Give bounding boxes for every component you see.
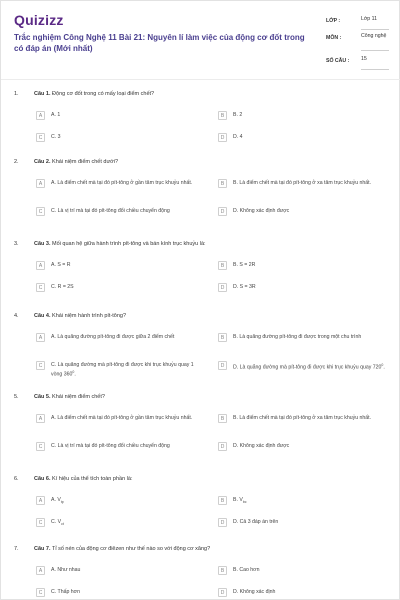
option-subscript: tp bbox=[60, 500, 64, 505]
option-letter-box: D bbox=[218, 442, 227, 451]
option-text-main: A. Là quãng đường pít-tông đi được giữa 2 điểm chết bbox=[51, 334, 175, 340]
option-text bbox=[233, 333, 361, 341]
question-body: Khái niệm điểm chết? bbox=[52, 394, 105, 400]
option-text bbox=[51, 133, 61, 141]
answer-option-c[interactable] bbox=[36, 133, 206, 142]
option-text-main: A. Là điểm chết mà tại đó pít-tông ở gần tâm trục khuỷu nhất. bbox=[51, 415, 193, 421]
option-letter-box: C bbox=[36, 361, 45, 370]
option-text bbox=[233, 496, 247, 506]
question-text bbox=[34, 313, 374, 319]
option-text-main: D. Không xác định được bbox=[233, 443, 290, 449]
option-letter-box: A bbox=[36, 111, 45, 120]
option-text bbox=[233, 588, 275, 596]
option-text-main: D. Là quãng đường mà pít-tông đi được khi trục khuỷu quay 720 bbox=[233, 364, 382, 371]
option-text-main: B. Là quãng đường pít-tông đi được trong một chu trình bbox=[233, 334, 362, 340]
class-label: LỚP : bbox=[326, 18, 341, 24]
option-letter-box: A bbox=[36, 261, 45, 270]
question-number: 5. bbox=[14, 394, 19, 400]
option-text-main: A. V bbox=[51, 497, 61, 503]
answer-option-b[interactable] bbox=[218, 566, 390, 575]
question-label: Câu 4. bbox=[34, 313, 51, 319]
option-text bbox=[233, 566, 259, 574]
answer-option-a[interactable] bbox=[36, 179, 206, 188]
option-text-main: C. Là quãng đường mà pít-tông đi được khi trục khuỷu quay 1 vòng 360 bbox=[51, 362, 194, 378]
answer-option-d[interactable] bbox=[218, 133, 390, 142]
question-text bbox=[34, 91, 374, 97]
option-text bbox=[51, 566, 80, 574]
option-letter-box: D bbox=[218, 283, 227, 292]
option-letter-box: C bbox=[36, 588, 45, 597]
answer-option-a[interactable] bbox=[36, 333, 206, 342]
option-text bbox=[51, 518, 64, 528]
option-text bbox=[51, 179, 192, 187]
question-text bbox=[34, 241, 374, 247]
option-text-main: B. 2 bbox=[233, 112, 243, 118]
question-body: Kí hiệu của thể tích toàn phần là: bbox=[52, 476, 133, 482]
question-body: Mối quan hệ giữa hành trình pít-tông và bán kính trục khuỷu là: bbox=[52, 241, 206, 247]
option-text bbox=[51, 333, 174, 341]
option-text bbox=[233, 442, 289, 450]
option-text-tail: . bbox=[383, 364, 385, 371]
option-text-main: B. S = 2R bbox=[233, 262, 256, 268]
option-subscript: ct bbox=[61, 522, 64, 527]
answer-option-a[interactable] bbox=[36, 496, 206, 506]
answer-option-d[interactable] bbox=[218, 518, 390, 527]
answer-option-d[interactable] bbox=[218, 207, 390, 216]
option-text bbox=[51, 283, 74, 291]
option-text-main: B. Là điểm chết mà tại đó pít-tông ở xa tâm trục khuỷu nhất. bbox=[233, 415, 372, 421]
option-text bbox=[51, 261, 70, 269]
option-text bbox=[51, 207, 170, 215]
option-letter-box: D bbox=[218, 518, 227, 527]
option-text-main: C. Là vị trí mà tại đó pít-tông đổi chiều chuyển động bbox=[51, 443, 170, 449]
option-text-main: C. V bbox=[51, 519, 62, 525]
option-letter-box: C bbox=[36, 283, 45, 292]
option-letter-box: A bbox=[36, 179, 45, 188]
option-superscript: 0 bbox=[381, 363, 384, 367]
option-letter-box: C bbox=[36, 133, 45, 142]
header-divider bbox=[1, 79, 400, 80]
option-text-main: B. V bbox=[233, 497, 243, 503]
option-superscript: 0 bbox=[72, 370, 75, 374]
option-text bbox=[233, 283, 256, 291]
answer-option-b[interactable] bbox=[218, 179, 390, 188]
option-text-main: C. 3 bbox=[51, 134, 61, 140]
question-label: Câu 1. bbox=[34, 91, 51, 97]
answer-option-a[interactable] bbox=[36, 111, 206, 120]
option-text-main: D. Cả 3 đáp án trên bbox=[233, 519, 279, 525]
page-title: Trắc nghiệm Công Nghệ 11 Bài 21: Nguyên lí làm việc của động cơ đốt trong có đáp án (Mới nhất) bbox=[14, 33, 305, 53]
question-number: 1. bbox=[14, 91, 19, 97]
question-text bbox=[34, 159, 374, 165]
question-text bbox=[34, 394, 374, 400]
question-number: 3. bbox=[14, 241, 19, 247]
option-letter-box: B bbox=[218, 496, 227, 505]
option-text-main: C. R = 2S bbox=[51, 284, 74, 290]
answer-option-a[interactable] bbox=[36, 414, 206, 423]
subject-value: Công nghệ bbox=[361, 33, 389, 51]
option-letter-box: A bbox=[36, 566, 45, 575]
answer-option-a[interactable] bbox=[36, 261, 206, 270]
answer-option-c[interactable] bbox=[36, 588, 206, 597]
option-text-main: A. Như nhau bbox=[51, 567, 81, 573]
option-letter-box: A bbox=[36, 414, 45, 423]
question-label: Câu 5. bbox=[34, 394, 51, 400]
answer-option-b[interactable] bbox=[218, 496, 390, 506]
option-text bbox=[51, 496, 64, 506]
question-label: Câu 3. bbox=[34, 241, 51, 247]
option-text-main: B. Là điểm chết mà tại đó pít-tông ở xa tâm trục khuỷu nhất. bbox=[233, 180, 372, 186]
option-letter-box: C bbox=[36, 518, 45, 527]
option-text bbox=[233, 133, 243, 141]
option-text bbox=[233, 179, 371, 187]
option-text-main: A. Là điểm chết mà tại đó pít-tông ở gần tâm trục khuỷu nhất. bbox=[51, 180, 193, 186]
option-letter-box: B bbox=[218, 111, 227, 120]
option-subscript: bc bbox=[242, 500, 247, 505]
answer-option-c[interactable] bbox=[36, 361, 206, 379]
answer-option-c[interactable] bbox=[36, 518, 206, 528]
option-text-tail: . bbox=[74, 371, 76, 378]
question-body: Khái niệm điểm chết dưới? bbox=[52, 159, 119, 165]
answer-option-c[interactable] bbox=[36, 283, 206, 292]
question-label: Câu 7. bbox=[34, 546, 51, 552]
option-text bbox=[233, 207, 289, 215]
question-number: 4. bbox=[14, 313, 19, 319]
count-label: SỐ CÂU : bbox=[326, 58, 350, 64]
option-text-main: B. Cao hơn bbox=[233, 567, 260, 573]
option-text bbox=[233, 414, 371, 422]
count-value: 15 bbox=[361, 56, 389, 70]
question-text bbox=[34, 476, 374, 482]
option-letter-box: A bbox=[36, 496, 45, 505]
answer-option-d[interactable] bbox=[218, 283, 390, 292]
option-text bbox=[51, 414, 192, 422]
question-body: Động cơ đốt trong có mấy loại điểm chết? bbox=[52, 91, 155, 97]
answer-option-b[interactable] bbox=[218, 111, 390, 120]
option-text-main: A. S = R bbox=[51, 262, 71, 268]
question-number: 2. bbox=[14, 159, 19, 165]
option-letter-box: A bbox=[36, 333, 45, 342]
option-letter-box: B bbox=[218, 333, 227, 342]
answer-option-c[interactable] bbox=[36, 442, 206, 451]
answer-option-b[interactable] bbox=[218, 333, 390, 342]
option-text bbox=[233, 111, 242, 119]
option-text-main: C. Thấp hơn bbox=[51, 589, 80, 595]
option-text bbox=[51, 111, 60, 119]
answer-option-b[interactable] bbox=[218, 414, 390, 423]
option-letter-box: B bbox=[218, 179, 227, 188]
option-letter-box: D bbox=[218, 133, 227, 142]
question-label: Câu 6. bbox=[34, 476, 51, 482]
option-text-main: D. Không xác định bbox=[233, 589, 276, 595]
option-text bbox=[51, 588, 80, 596]
question-body: Tỉ số nén của động cơ điêzen như thế nào so với động cơ xăng? bbox=[51, 546, 211, 552]
option-text bbox=[233, 361, 385, 372]
option-text bbox=[51, 361, 206, 379]
option-text-main: D. S = 3R bbox=[233, 284, 256, 290]
option-letter-box: B bbox=[218, 414, 227, 423]
question-label: Câu 2. bbox=[34, 159, 51, 165]
option-text-main: D. 4 bbox=[233, 134, 243, 140]
option-letter-box: D bbox=[218, 207, 227, 216]
option-text bbox=[233, 261, 255, 269]
option-text-main: A. 1 bbox=[51, 112, 61, 118]
option-letter-box: D bbox=[218, 361, 227, 370]
question-text bbox=[34, 546, 374, 552]
answer-option-d[interactable] bbox=[218, 588, 390, 597]
option-text bbox=[233, 518, 278, 526]
answer-option-a[interactable] bbox=[36, 566, 206, 575]
answer-option-d[interactable] bbox=[218, 442, 390, 451]
option-letter-box: B bbox=[218, 566, 227, 575]
option-text bbox=[51, 442, 170, 450]
answer-option-b[interactable] bbox=[218, 261, 390, 270]
option-letter-box: B bbox=[218, 261, 227, 270]
option-letter-box: D bbox=[218, 588, 227, 597]
option-letter-box: C bbox=[36, 207, 45, 216]
question-body: Khái niệm hành trình pít-tông? bbox=[52, 313, 127, 319]
option-text-main: D. Không xác định được bbox=[233, 208, 290, 214]
answer-option-d[interactable] bbox=[218, 361, 390, 372]
class-value: Lớp 11 bbox=[361, 16, 389, 30]
quizizz-logo[interactable]: Quizizz bbox=[14, 12, 64, 28]
question-number: 6. bbox=[14, 476, 19, 482]
option-letter-box: C bbox=[36, 442, 45, 451]
answer-option-c[interactable] bbox=[36, 207, 206, 216]
subject-label: MÔN : bbox=[326, 35, 342, 41]
worksheet-header bbox=[1, 1, 400, 79]
option-text-main: C. Là vị trí mà tại đó pít-tông đổi chiều chuyển động bbox=[51, 208, 170, 214]
question-number: 7. bbox=[14, 546, 19, 552]
